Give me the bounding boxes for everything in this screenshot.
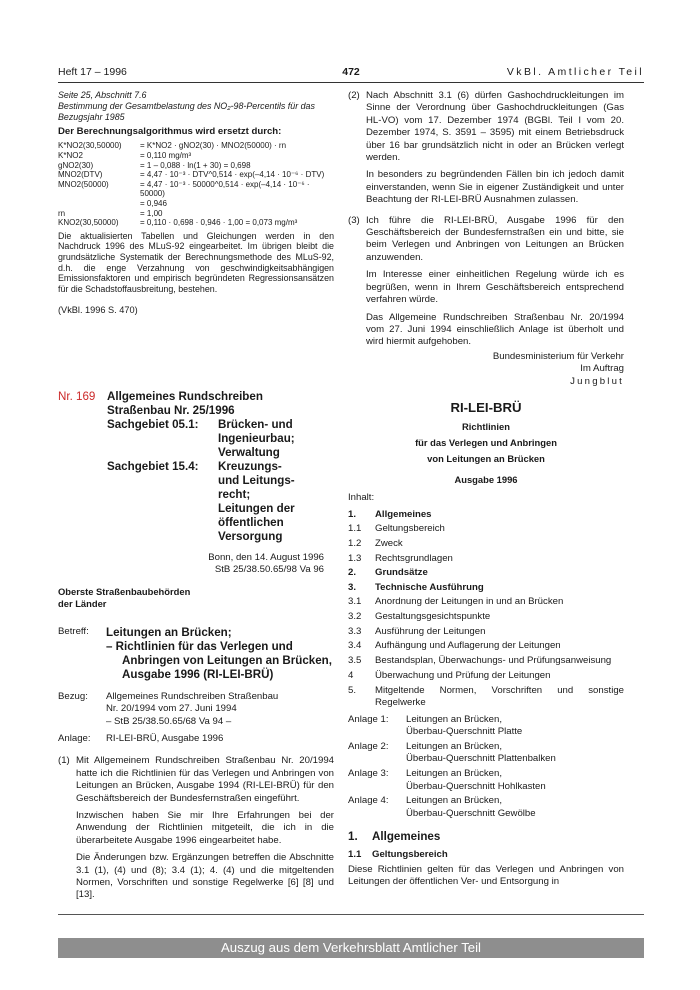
entry-number: Nr. 169 [58,389,96,403]
toc-item: 1. Allgemeines [348,508,432,520]
toc-item: 1.1 Geltungsbereich [348,523,445,535]
formula-row: KNO2(30,50000) = 0,110 · 0,698 · 0,946 · 1,00 = 0,073 mg/m³ [58,218,298,228]
anlage-item: Anlage 1: Leitungen an Brücken, Überbau-Querschnitt Platte [348,713,523,737]
toc-item: 3.5 Bestandsplan, Überwachungs- und Prüfungsanweisung [348,654,612,666]
formula-row: gNO2(30) = 1 – 0,088 · ln(1 + 30) = 0,698 [58,160,251,170]
table-of-contents [348,508,624,710]
section-body: Diese Richtlinien gelten für das Verlegen und Anbringen von Leitungen der öffentlichen Ver- und Entsorgung in [348,864,624,888]
paragraph-2: (2) Nach Abschnitt 3.1 (6) dürfen Gashochdruckleitungen im Sinne der Verordnung über Gashochdruckleitungen (Gas HL-VO) vom 17. Dezember 1974 (BGBl. Teil I vom 20. Dezember 1974, S. 3591 – 3595) mit einem Betriebsdruck über 16 bar grundsätzlich nicht in oder an Brücken verlegt werden. In besonders zu begründenden Fällen bin ich jedoch damit einverstanden, wenn Sie in eigener Zuständigkeit und unter Beachtung der RI-LEI-BRÜ Ausnahmen zulassen. [348,90,624,206]
correction-note: Die aktualisierten Tabellen und Gleichungen werden in den Nachdruck 1996 des MLuS-92 eingearbeitet. Im übrigen bleibt die grundsätzliche Systematik der Berechnungsmethode des MLuS-92, d.h. die enge Verzahnung von geschwindigkeitsabhängigen Emissionsfaktoren und empirisch begründeten Regressionsansätzen für die Schadstoffausbreitung, bestehen. [58,230,334,294]
sachgebiet-row: Sachgebiet 15.4: Kreuzungs- und Leitungs- recht; Leitungen der öffentlichen Versorgung [107,459,295,543]
correction-location: Seite 25, Abschnitt 7.6 [58,90,147,100]
paragraph-3: (3) Ich führe die RI-LEI-BRÜ, Ausgabe 1996 für den Geschäftsbereich der Bundesfernstraßen ein und bitte, sie beim Verlegen und Anbringen von Leitungen an Brücken anzuwenden. Im Interesse einer einheitlichen Regelung würde ich es begrüßen, wenn in Ihrem Geschäftsbereich entsprechend verfahren würde. Das Allgemeine Rundschreiben Straßenbau Nr. 20/1994 vom 27. Juni 1994 einschließlich Anlage ist überholt und wird hiermit aufgehoben. [348,214,624,348]
toc-item: 1.2 Zweck [348,537,403,549]
toc-item: 3. Technische Ausführung [348,581,484,593]
betreff-row: Betreff: Leitungen an Brücken; – Richtlinien für das Verlegen und Anbringen von Leitungen an Brücken, Ausgabe 1996 (RI-LEI-BRÜ) [58,625,332,681]
formula-row: K*NO2(30,50000) = K*NO2 · gNO2(30) · MNO2(50000) · rn [58,141,287,151]
correction-heading: Der Berechnungsalgorithmus wird ersetzt durch: [58,126,282,137]
betreff-line-2: – Richtlinien für das Verlegen und Anbringen von Leitungen an Brücken, Ausgabe 1996 (RI-LEI-BRÜ) [106,639,332,681]
guideline-edition: Ausgabe 1996 [454,473,518,485]
page-header [58,66,644,80]
toc-item: 4 Überwachung und Prüfung der Leitungen [348,670,551,682]
entry-title-block [58,390,334,544]
section-heading-1: 1. Allgemeines [348,830,441,844]
formula-row: MNO2(50000) = 4,47 · 10⁻³ · 50000^0,514 · exp(–4,14 · 10⁻⁶ · 50000) [58,179,310,199]
toc-item: 5. Mitgeltende Normen, Vorschriften und sonstige Regelwerke [348,684,624,709]
correction-subject-1: Bestimmung der Gesamtbelastung des NO₂-98-Percentils für das [58,101,315,111]
anlage-item: Anlage 3: Leitungen an Brücken, Überbau-Querschnitt Hohlkasten [348,768,546,792]
guideline-sub-2: für das Verlegen und Anbringen [415,436,557,448]
section-heading-1-1: 1.1 Geltungsbereich [348,848,448,860]
reference-number: StB 25/38.50.65/98 Va 96 [214,563,324,575]
left-column [58,90,334,902]
footer-rule [58,914,644,915]
formula-row: rn = 1,00 [58,208,163,218]
inhalt-label: Inhalt: [348,492,375,504]
entry-title-1: Allgemeines Rundschreiben [107,389,263,403]
paragraph-1: (1) Mit Allgemeinem Rundschreiben Straßenbau Nr. 20/1994 hatte ich die Richtlinien für das Verlegen und Anbringen von Leitungen an Brücken, Ausgabe 1994 (RI-LEI-BRÜ) für den Geschäftsbereich der Bundesfernstraßen eingeführt. Inzwischen haben Sie mir Ihre Erfahrungen bei der Anwendung der Richtlinien mitgeteilt, die ich in die überarbeitete Ausgabe 1996 eingearbeitet habe. Die Änderungen bzw. Ergänzungen betreffen die Abschnitte 3.1 (1), (4) und (8); 3.4 (1); 4. (4) und die mitgeltenden Normen, Vorschriften und sonstige Regelwerke [6] [8] und [13]. [58,755,334,901]
toc-item: 2. Grundsätze [348,567,428,579]
toc-item: 3.4 Aufhängung und Auflagerung der Leitungen [348,640,561,652]
signatory-name: Jungblut [570,375,624,387]
correction-source: (VkBl. 1996 S. 470) [58,305,138,316]
toc-item: 3.2 Gestaltungsgesichtspunkte [348,610,491,622]
signature-block: Bundesministerium für Verkehr Im Auftrag Jungblut [348,351,624,388]
guideline-sub-3: von Leitungen an Brücken [427,452,545,464]
toc-item: 3.3 Ausführung der Leitungen [348,625,486,637]
toc-item: 1.3 Rechtsgrundlagen [348,552,453,564]
toc-item: 3.1 Anordnung der Leitungen in und an Brücken [348,596,564,608]
header-rule [58,82,644,83]
guideline-title: RI-LEI-BRÜ [450,399,522,415]
entry-title-2: Straßenbau Nr. 25/1996 [107,403,235,417]
formula-row: MNO2(DTV) = 4,47 · 10⁻³ · DTV^0,514 · exp(–4,14 · 10⁻⁶ · DTV) [58,170,325,180]
date-line: Bonn, den 14. August 1996 [208,551,324,563]
formula-block [58,141,334,227]
guideline-sub-1: Richtlinien [462,420,510,432]
betreff-line-1: Leitungen an Brücken; [106,625,232,639]
anlagen-list [348,714,624,821]
footer-banner: Auszug aus dem Verkehrsblatt Amtlicher Teil [58,938,644,958]
formula-row: = 0,946 [140,198,167,208]
date-block [58,552,334,576]
sachgebiet-row: Sachgebiet 05.1: Brücken- und Ingenieurbau; Verwaltung [107,417,295,459]
right-column [348,90,624,889]
correction-subject-2: Bezugsjahr 1985 [58,112,125,122]
issue-label: Heft 17 – 1996 [58,66,127,78]
anlage-row: Anlage: RI-LEI-BRÜ, Ausgabe 1996 [58,732,224,744]
anlage-item: Anlage 4: Leitungen an Brücken, Überbau-Querschnitt Gewölbe [348,795,536,819]
recipients: Oberste Straßenbaubehörden der Länder [58,585,191,609]
formula-row: K*NO2 = 0,110 mg/m³ [58,151,192,160]
publication-label: VkBl. Amtlicher Teil [506,66,644,78]
page-number: 472 [342,66,360,78]
anlage-item: Anlage 2: Leitungen an Brücken, Überbau-Querschnitt Plattenbalken [348,740,556,765]
bezug-row: Bezug: Allgemeines Rundschreiben Straßenbau Nr. 20/1994 vom 27. Juni 1994 – StB 25/38.50.65/68 Va 94 – [58,690,279,727]
